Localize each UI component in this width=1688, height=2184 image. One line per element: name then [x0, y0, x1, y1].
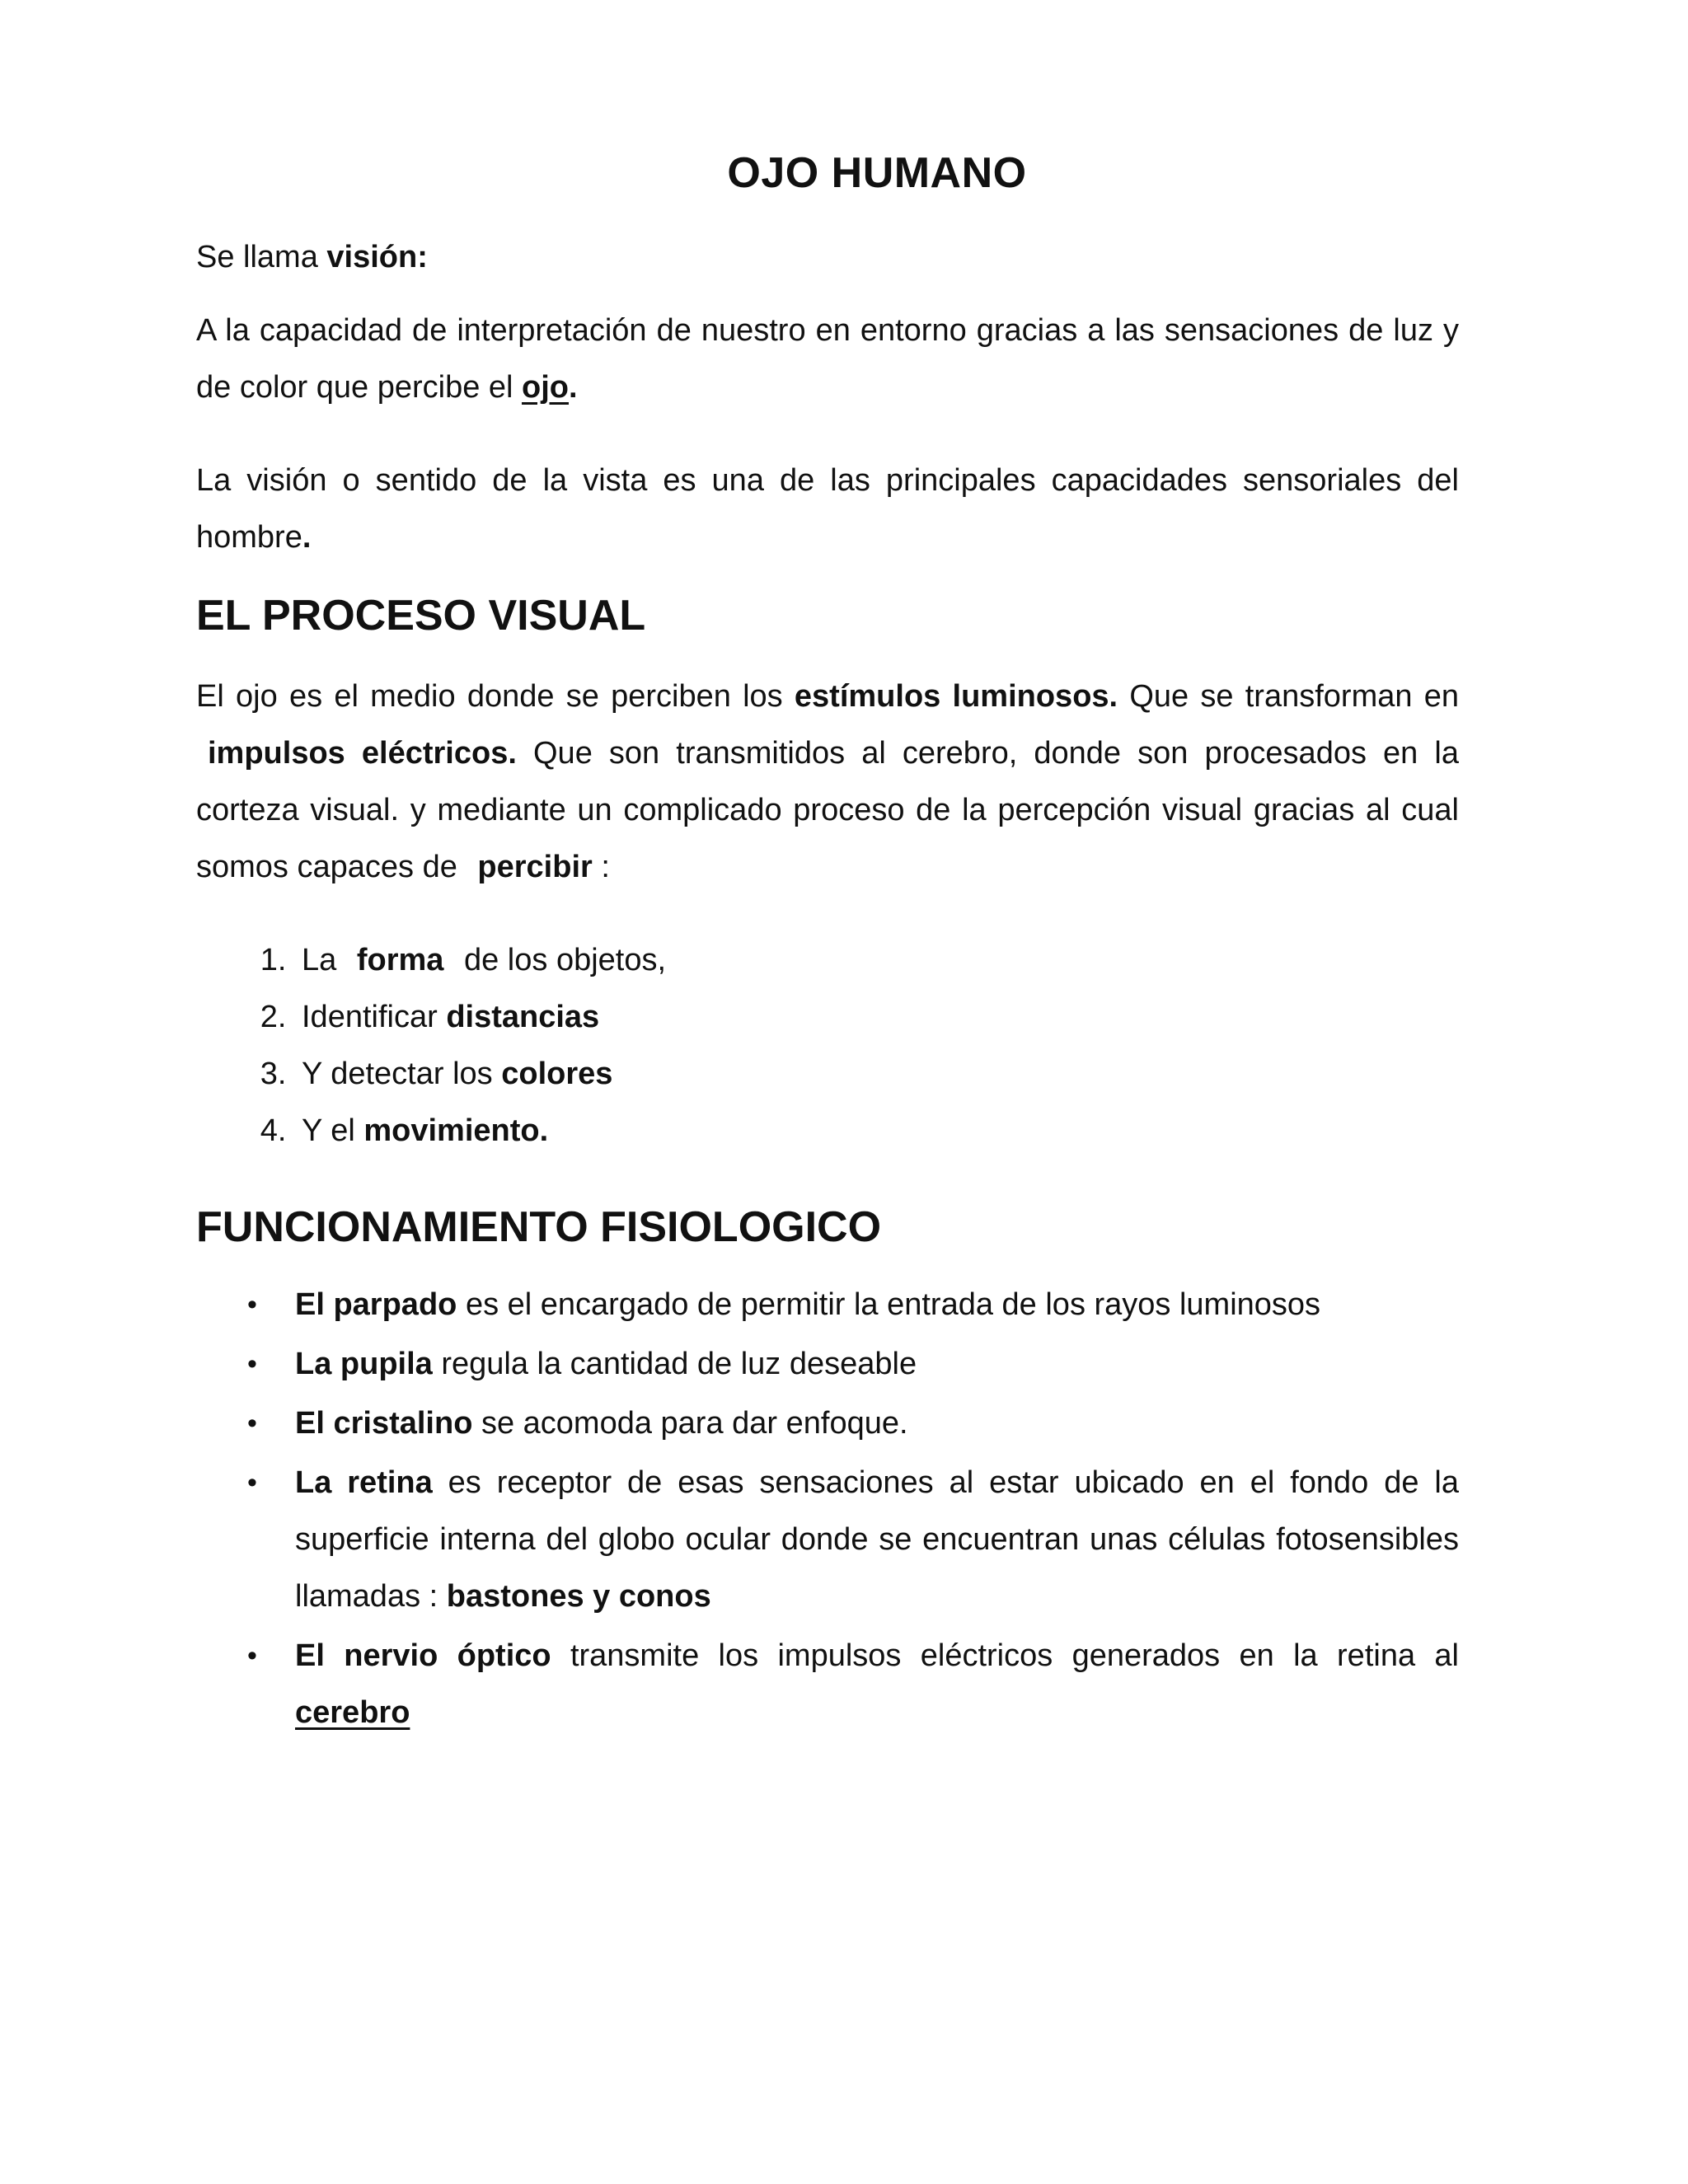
proceso-bold3: percibir: [477, 850, 593, 884]
proceso-bold2: impulsos eléctricos.: [208, 736, 517, 771]
function-bullet-list: [196, 1277, 1459, 1741]
perception-list: [196, 932, 1459, 1160]
bullet-icon: •: [247, 1289, 257, 1320]
document-page: [196, 148, 1459, 1744]
bullet-item: • El cristalino se acomoda para dar enfoque.: [295, 1395, 1459, 1452]
bullet-item: • El parpado es el encargado de permitir la entrada de los rayos luminosos: [295, 1277, 1459, 1333]
proceso-paragraph: [196, 668, 1459, 896]
bullet-item: • La retina es receptor de esas sensaciones al estar ubicado en el fondo de la superficie interna del globo ocular donde se encuentran unas células fotosensibles llamadas : bastones y conos: [295, 1455, 1459, 1625]
bullet-icon: •: [247, 1348, 257, 1380]
proceso-part3: Que son transmitidos al cerebro, donde son procesados en la corteza visual. y mediante un complicado proceso de la percepción visual gracias al cual somos capaces de: [196, 736, 1459, 884]
bullet-icon: •: [247, 1467, 257, 1498]
list-item: 2. Identificar distancias: [295, 989, 1459, 1046]
definition-end: .: [569, 370, 578, 405]
intro-prefix: Se llama: [196, 240, 318, 274]
vision-end: .: [302, 520, 312, 555]
proceso-part2: Que se transforman en: [1129, 679, 1459, 714]
section-heading-funcionamiento: FUNCIONAMIENTO FISIOLOGICO: [196, 1203, 882, 1251]
section-heading-proceso: EL PROCESO VISUAL: [196, 592, 646, 640]
vision-text: La visión o sentido de la vista es una de las principales capacidades sensoriales del hombre: [196, 463, 1459, 555]
cerebro-link[interactable]: cerebro: [295, 1695, 410, 1730]
definition-text: A la capacidad de interpretación de nuestro en entorno gracias a las sensaciones de luz y de color que percibe el: [196, 313, 1459, 405]
bullet-item: • La pupila regula la cantidad de luz deseable: [295, 1336, 1459, 1393]
proceso-part1: El ojo es el medio donde se perciben los: [196, 679, 783, 714]
proceso-bold1: estímulos luminosos.: [794, 679, 1118, 714]
bullet-icon: •: [247, 1408, 257, 1439]
vision-paragraph: [196, 452, 1459, 566]
list-item: 1. La forma de los objetos,: [295, 932, 1459, 989]
list-item: 4. Y el movimiento.: [295, 1103, 1459, 1160]
intro-line: [196, 229, 1459, 286]
page-title: OJO HUMANO: [727, 149, 1027, 197]
bullet-icon: •: [247, 1640, 257, 1671]
proceso-part4: :: [601, 850, 610, 884]
bullet-item: • El nervio óptico transmite los impulsos eléctricos generados en la retina al cerebro: [295, 1628, 1459, 1741]
intro-bold: visión:: [326, 240, 428, 274]
definition-paragraph: [196, 302, 1459, 416]
list-item: 3. Y detectar los colores: [295, 1046, 1459, 1103]
ojo-link[interactable]: ojo: [522, 370, 570, 405]
